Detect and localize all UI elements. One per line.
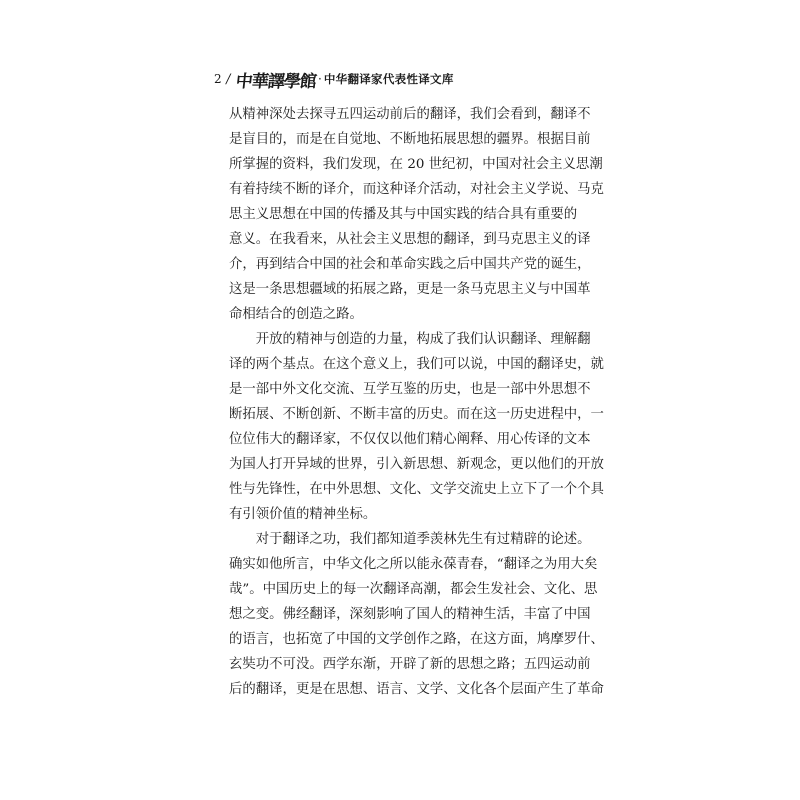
text-line: 为国人打开异域的世界，引入新思想、新观念，更以他们的开放: [229, 457, 604, 472]
text-line: 位位伟大的翻译家，不仅仅以他们精心阐释、用心传译的文本: [229, 432, 591, 447]
paragraph: [229, 527, 604, 702]
text-line: 后的翻译，更是在思想、语言、文学、文化各个层面产生了革命: [229, 682, 604, 697]
page-number: 2: [214, 72, 222, 86]
body-text: [229, 102, 604, 702]
text-line: 是一部中外文化交流、互学互鉴的历史，也是一部中外思想不: [229, 382, 591, 397]
text-line: 玄奘功不可没。西学东渐，开辟了新的思想之路；五四运动前: [229, 657, 591, 672]
text-line: 性与先锋性，在中外思想、文化、文学交流史上立下了一个个具: [229, 482, 604, 497]
text-line: 这是一条思想疆域的拓展之路，更是一条马克思主义与中国革: [229, 282, 591, 297]
text-line: 有引领价值的精神坐标。: [229, 507, 377, 522]
text-line: 想之变。佛经翻译，深刻影响了国人的精神生活，丰富了中国: [229, 607, 591, 622]
text-line: 哉”。中国历史上的每一次翻译高潮，都会生发社会、文化、思: [229, 582, 598, 597]
text-line: 译的两个基点。在这个意义上，我们可以说，中国的翻译史，就: [229, 357, 604, 372]
text-line: 所掌握的资料，我们发现，在 20 世纪初，中国对社会主义思潮: [229, 157, 603, 172]
header-separator: /: [224, 71, 232, 87]
text-line: 的语言，也拓宽了中国的文学创作之路，在这方面，鸠摩罗什、: [229, 632, 604, 647]
text-line: 命相结合的创造之路。: [229, 307, 363, 322]
text-line: 是盲目的，而是在自觉地、不断地拓展思想的疆界。根据目前: [229, 132, 591, 147]
text-line: 开放的精神与创造的力量，构成了我们认识翻译、理解翻: [229, 332, 591, 347]
text-line: 思主义思想在中国的传播及其与中国实践的结合具有重要的: [229, 207, 578, 222]
running-header: [214, 68, 454, 90]
paragraph: [229, 327, 604, 527]
text-line: 断拓展、不断创新、不断丰富的历史。而在这一历史进程中，一: [229, 407, 604, 422]
series-title: 中华翻译家代表性译文库: [323, 72, 454, 86]
text-line: 介，再到结合中国的社会和革命实践之后中国共产党的诞生，: [229, 257, 591, 272]
text-line: 有着持续不断的译介，而这种译介活动，对社会主义学说、马克: [229, 182, 604, 197]
text-line: 从精神深处去探寻五四运动前后的翻译，我们会看到，翻译不: [229, 107, 591, 122]
text-line: 意义。在我看来，从社会主义思想的翻译，到马克思主义的译: [229, 232, 591, 247]
paragraph: [229, 102, 604, 327]
text-line: 确实如他所言，中华文化之所以能永葆青春，“翻译之为用大矣: [229, 557, 598, 572]
header-dot: ·: [318, 72, 322, 86]
series-logo: 中華譯學館: [234, 71, 317, 92]
text-line: 对于翻译之功，我们都知道季羡林先生有过精辟的论述。: [229, 532, 591, 547]
